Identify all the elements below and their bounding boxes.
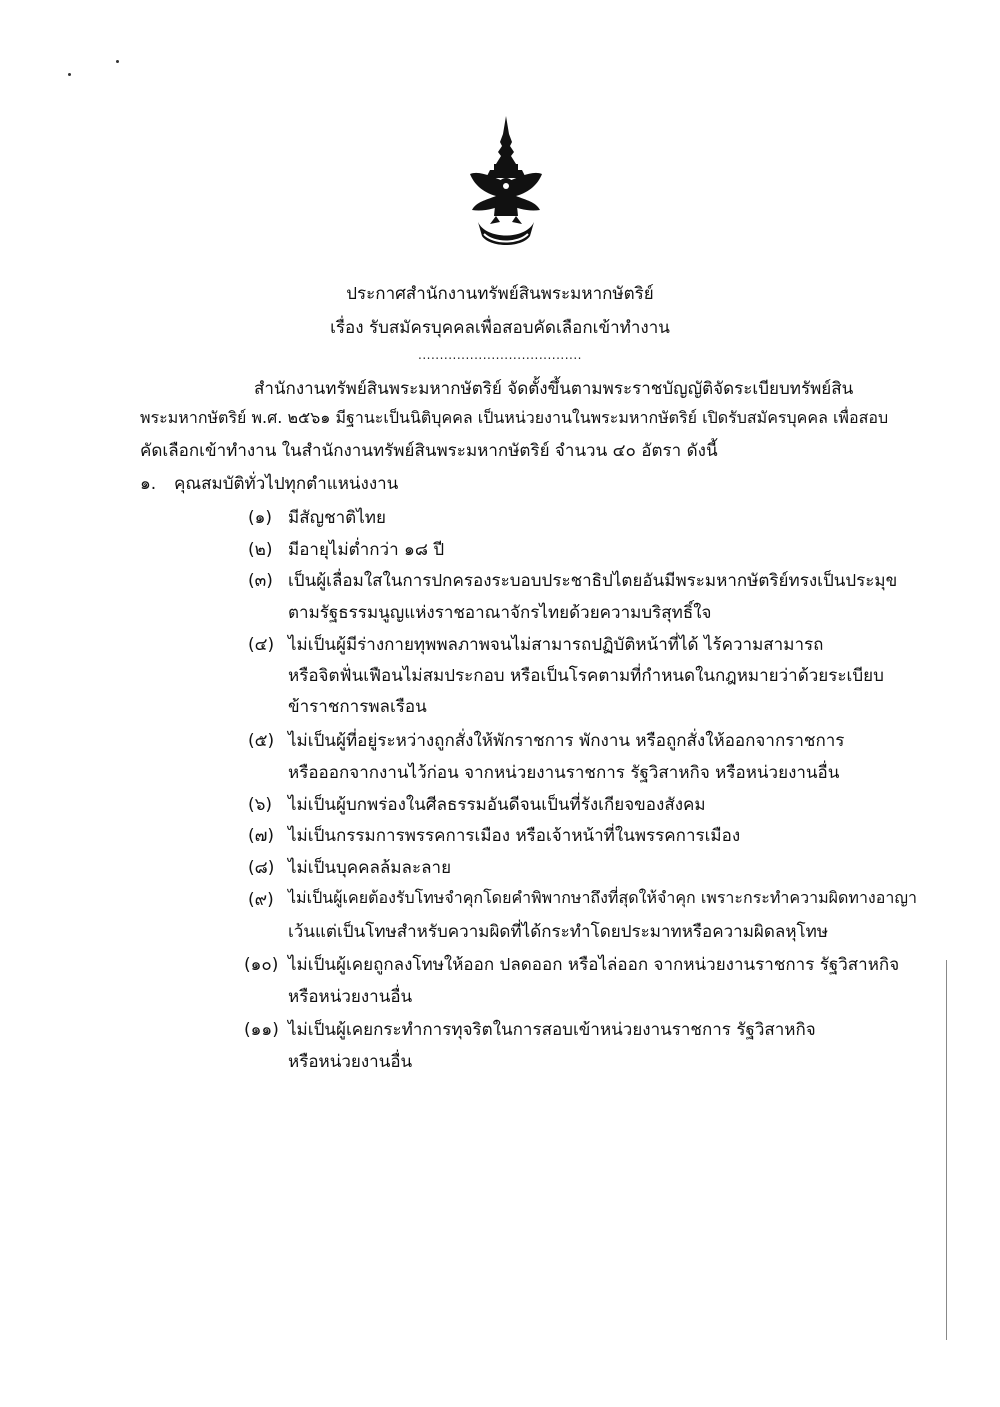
document-title: ประกาศสำนักงานทรัพย์สินพระมหากษัตริย์ bbox=[346, 284, 654, 304]
item-text-line: ไม่เป็นกรรมการพรรคการเมือง หรือเจ้าหน้าที่ในพรรคการเมือง bbox=[288, 826, 741, 846]
section-number: ๑. bbox=[140, 474, 157, 494]
item-number: (๓) bbox=[248, 571, 273, 591]
item-text-line: เป็นผู้เลื่อมใสในการปกครองระบอบประชาธิปไตยอันมีพระมหากษัตริย์ทรงเป็นประมุข bbox=[288, 571, 898, 591]
royal-emblem-icon bbox=[466, 112, 546, 258]
item-text-line: มีอายุไม่ต่ำกว่า ๑๘ ปี bbox=[288, 540, 445, 560]
item-text-line: ไม่เป็นผู้เคยต้องรับโทษจำคุกโดยคำพิพากษาถึงที่สุดให้จำคุก เพราะกระทำความผิดทางอาญา bbox=[288, 888, 917, 907]
item-text-line: หรือจิตฟั่นเฟือนไม่สมประกอบ หรือเป็นโรคตามที่กำหนดในกฎหมายว่าด้วยระเบียบ bbox=[288, 666, 884, 686]
item-number: (๗) bbox=[248, 826, 275, 846]
item-text-line: เว้นแต่เป็นโทษสำหรับความผิดที่ได้กระทำโดยประมาทหรือความผิดลหุโทษ bbox=[288, 922, 829, 942]
item-text-line: หรือออกจากงานไว้ก่อน จากหน่วยงานราชการ รัฐวิสาหกิจ หรือหน่วยงานอื่น bbox=[288, 763, 840, 783]
item-text-line: ไม่เป็นผู้เคยกระทำการทุจริตในการสอบเข้าหน่วยงานราชการ รัฐวิสาหกิจ bbox=[288, 1020, 816, 1040]
item-text-line: ไม่เป็นผู้มีร่างกายทุพพลภาพจนไม่สามารถปฏิบัติหน้าที่ได้ ไร้ความสามารถ bbox=[288, 635, 824, 655]
item-text-line: หรือหน่วยงานอื่น bbox=[288, 987, 413, 1007]
item-text-line: ไม่เป็นผู้ที่อยู่ระหว่างถูกสั่งให้พักราชการ พักงาน หรือถูกสั่งให้ออกจากราชการ bbox=[288, 731, 845, 751]
item-number: (๕) bbox=[248, 731, 275, 751]
item-number: (๔) bbox=[248, 635, 275, 655]
item-number: (๑) bbox=[248, 508, 273, 528]
item-text-line: หรือหน่วยงานอื่น bbox=[288, 1052, 413, 1072]
item-number: (๒) bbox=[248, 540, 273, 560]
item-text-line: มีสัญชาติไทย bbox=[288, 508, 386, 528]
item-number: (๖) bbox=[248, 795, 273, 815]
item-text-line: ข้าราชการพลเรือน bbox=[288, 697, 427, 717]
item-text-line: ตามรัฐธรรมนูญแห่งราชอาณาจักรไทยด้วยความบริสุทธิ์ใจ bbox=[288, 603, 712, 623]
item-text-line: ไม่เป็นบุคคลล้มละลาย bbox=[288, 858, 452, 878]
item-text-line: ไม่เป็นผู้บกพร่องในศีลธรรมอันดีจนเป็นที่รังเกียจของสังคม bbox=[288, 795, 706, 815]
title-separator: ...................................... bbox=[418, 348, 582, 362]
scan-speck bbox=[116, 60, 119, 63]
item-text-line: ไม่เป็นผู้เคยถูกลงโทษให้ออก ปลดออก หรือไล่ออก จากหน่วยงานราชการ รัฐวิสาหกิจ bbox=[288, 955, 900, 975]
intro-line-2: พระมหากษัตริย์ พ.ศ. ๒๕๖๑ มีฐานะเป็นนิติบุคคล เป็นหน่วยงานในพระมหากษัตริย์ เปิดรับสมัครบุคคล เพื่อสอบ bbox=[140, 408, 889, 427]
item-number: (๙) bbox=[248, 890, 274, 910]
item-number: (๑๐) bbox=[244, 955, 279, 975]
scan-speck bbox=[68, 73, 71, 76]
document-subject: เรื่อง รับสมัครบุคคลเพื่อสอบคัดเลือกเข้าทำงาน bbox=[330, 318, 670, 338]
section-heading: คุณสมบัติทั่วไปทุกตำแหน่งงาน bbox=[174, 474, 399, 494]
scan-edge-line bbox=[946, 960, 947, 1340]
item-number: (๑๑) bbox=[244, 1020, 279, 1040]
item-number: (๘) bbox=[248, 858, 275, 878]
intro-line-1: สำนักงานทรัพย์สินพระมหากษัตริย์ จัดตั้งขึ้นตามพระราชบัญญัติจัดระเบียบทรัพย์สิน bbox=[254, 379, 854, 399]
intro-line-3: คัดเลือกเข้าทำงาน ในสำนักงานทรัพย์สินพระมหากษัตริย์ จำนวน ๔๐ อัตรา ดังนี้ bbox=[140, 441, 718, 461]
